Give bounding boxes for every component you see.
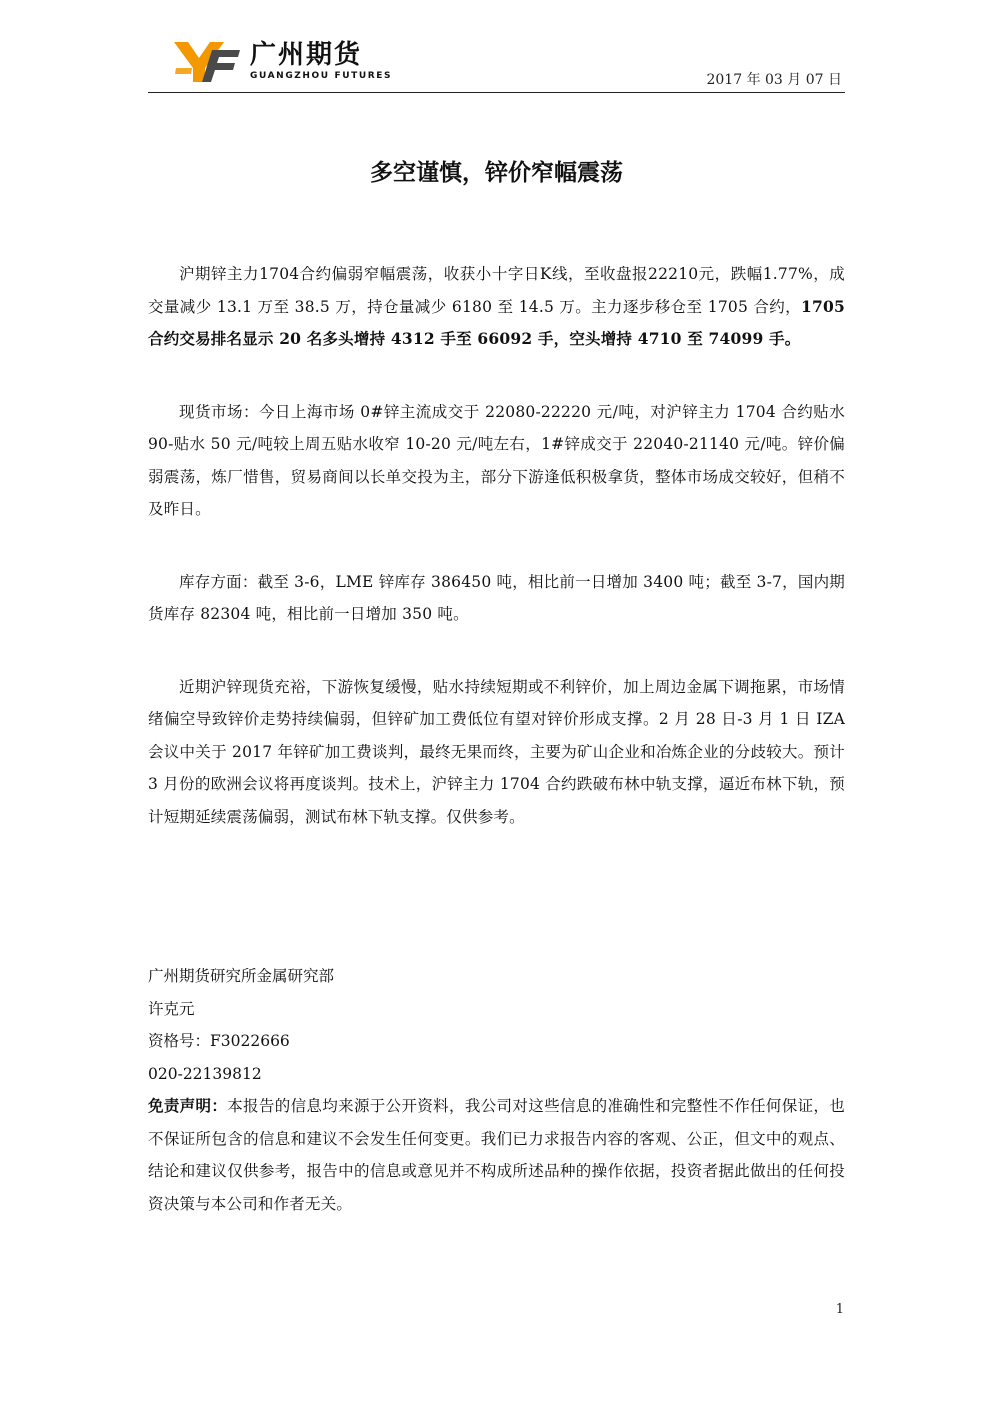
header-divider — [148, 92, 845, 93]
paragraph-inventory: 库存方面：截至 3-6，LME 锌库存 386450 吨，相比前一日增加 3400 吨；截至 3-7，国内期货库存 82304 吨，相比前一日增加 350 吨。 — [148, 572, 845, 623]
company-logo — [172, 38, 392, 84]
report-title: 多空谨慎，锌价窄幅震荡 — [370, 160, 623, 186]
report-date: 2017 年 03 月 07 日 — [706, 72, 842, 88]
contact-phone: 020-22139812 — [148, 1064, 262, 1083]
paragraph-spot-market: 现货市场：今日上海市场 0#锌主流成交于 22080-22220 元/吨，对沪锌主力 1704 合约贴水 90-贴水 50 元/吨较上周五贴水收窄 10-20 元/吨左右，1#锌成交于 22040-21140 元/吨。锌价偏弱震荡，炼厂惜售，贸易商间以长单交投为主，部分下游逢低积极拿货，整体市场成交较好，但稍不及昨日。 — [148, 402, 845, 518]
author-name: 许克元 — [148, 999, 195, 1018]
logo-text — [250, 40, 392, 82]
disclaimer — [148, 1090, 845, 1220]
paragraph-market-summary — [148, 258, 845, 356]
position-ranking-text: 1705 合约交易排名显示 20 名多头增持 4312 手至 66092 手，空头增持 4710 至 74099 手。 — [148, 296, 845, 348]
report-body — [148, 258, 845, 833]
qualification-number: 资格号：F3022666 — [148, 1032, 290, 1050]
signature-block — [148, 960, 845, 1220]
logo-chinese-name: 广州期货 — [250, 40, 363, 70]
disclaimer-text: 本报告的信息均来源于公开资料，我公司对这些信息的准确性和完整性不作任何保证，也不保证所包含的信息和建议不会发生任何变更。我们已力求报告内容的客观、公正，但文中的观点、结论和建议仅供参考，报告中的信息或意见并不构成所述品种的操作依据，投资者据此做出的任何投资决策与本公司和作者无关。 — [148, 1097, 845, 1213]
gzf-logo-icon — [172, 38, 242, 84]
page-number: 1 — [835, 1302, 844, 1317]
logo-english-name: GUANGZHOU FUTURES — [250, 71, 393, 81]
paragraph-outlook: 近期沪锌现货充裕，下游恢复缓慢，贴水持续短期或不利锌价，加上周边金属下调拖累，市场情绪偏空导致锌价走势持续偏弱，但锌矿加工费低位有望对锌价形成支撑。2 月 28 日-3 月 1 日 IZA 会议中关于 2017 年锌矿加工费谈判，最终无果而终，主要为矿山企业和冶炼企业的分歧较大。预计 3 月份的欧洲会议将再度谈判。技术上，沪锌主力 1704 合约跌破布林中轨支撑，逼近布林下轨，预计短期延续震荡偏弱，测试布林下轨支撑。仅供参考。 — [148, 677, 845, 826]
disclaimer-label: 免责声明： — [148, 1096, 228, 1115]
department-name: 广州期货研究所金属研究部 — [148, 967, 335, 985]
market-summary-text: 沪期锌主力1704合约偏弱窄幅震荡，收获小十字日K线，至收盘报22210元，跌幅1.77%，成交量减少 13.1 万至 38.5 万，持仓量减少 6180 至 14.5 万。主力逐步移仓至 1705 合约， — [148, 265, 845, 316]
